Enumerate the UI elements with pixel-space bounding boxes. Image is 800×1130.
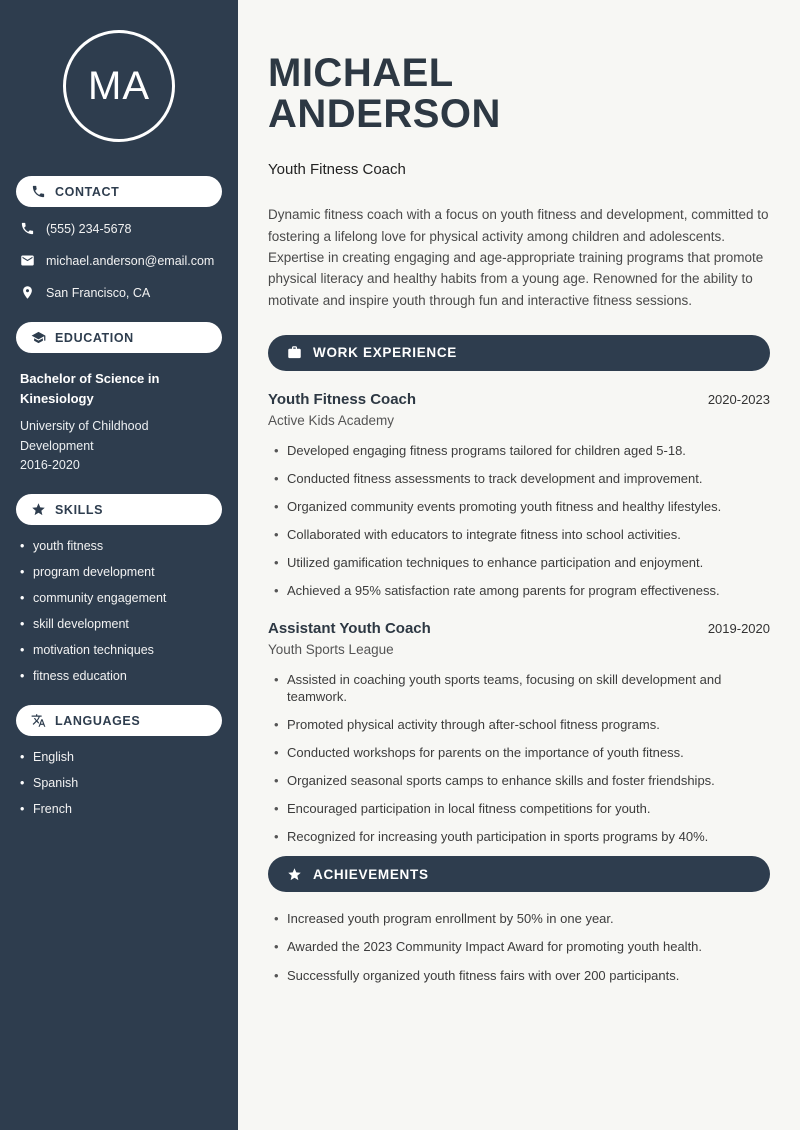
language-item: • English — [20, 750, 218, 764]
job-bullet: • Assisted in coaching youth sports teams, focusing on skill development and teamwork. — [274, 671, 770, 706]
job-bullet: • Utilized gamification techniques to enhance participation and enjoyment. — [274, 554, 770, 572]
achievement-item: • Increased youth program enrollment by 50% in one year. — [274, 910, 770, 928]
briefcase-icon — [287, 345, 302, 360]
graduation-cap-icon — [31, 330, 46, 345]
education-degree: Bachelor of Science in Kinesiology — [20, 371, 160, 407]
job-bullet: • Collaborated with educators to integrate fitness into school activities. — [274, 526, 770, 544]
job-header — [268, 391, 770, 408]
job-bullet: • Promoted physical activity through after-school fitness programs. — [274, 716, 770, 734]
contact-section-header — [16, 176, 222, 207]
contact-section-label: CONTACT — [55, 184, 120, 199]
summary-paragraph: Dynamic fitness coach with a focus on youth fitness and development, committed to fostering a lifelong love for physical activity among children and adolescents. Expertise in creating engaging and age-appropriate training programs that promote physical literacy and healthy habits from a young age. Renowned for the ability to motivate and inspire youth through fun and interactive fitness sessions. — [268, 207, 769, 308]
job-title: Assistant Youth Coach — [268, 619, 431, 637]
location-pin-icon — [20, 285, 35, 300]
resume-main — [238, 0, 800, 1130]
job-company: Active Kids Academy — [268, 412, 395, 428]
skill-item: • community engagement — [20, 591, 218, 605]
job-title: Youth Fitness Coach — [268, 390, 417, 408]
achievements-list — [268, 910, 770, 984]
job-entry — [268, 391, 770, 600]
star-icon — [31, 502, 46, 517]
skills-section-header — [16, 494, 222, 525]
contact-phone-value: (555) 234-5678 — [46, 221, 132, 236]
contact-email-value: michael.anderson@email.com — [46, 253, 215, 268]
job-bullet-list — [268, 671, 770, 846]
job-bullet: • Recognized for increasing youth participation in sports programs by 40%. — [274, 828, 770, 846]
avatar — [63, 30, 175, 142]
sidebar — [0, 0, 238, 1130]
achievement-item: • Successfully organized youth fitness fairs with over 200 participants. — [274, 967, 770, 985]
job-bullet: • Organized seasonal sports camps to enhance skills and foster friendships. — [274, 772, 770, 790]
education-school: University of Childhood Development — [20, 419, 149, 453]
email-icon — [20, 253, 35, 268]
job-bullet: • Organized community events promoting youth fitness and healthy lifestyles. — [274, 498, 770, 516]
job-dates: 2020-2023 — [707, 391, 770, 407]
skills-list — [16, 539, 222, 683]
skill-item: • fitness education — [20, 669, 218, 683]
phone-icon — [31, 184, 46, 199]
contact-location-row — [20, 285, 218, 300]
languages-list — [16, 750, 222, 816]
achievements-banner — [268, 856, 770, 892]
job-bullet: • Developed engaging fitness programs tailored for children aged 5-18. — [274, 442, 770, 460]
language-item: • French — [20, 802, 218, 816]
work-experience-banner — [268, 335, 770, 371]
skill-item: • program development — [20, 565, 218, 579]
star-icon — [287, 867, 302, 882]
candidate-first-name: MICHAEL — [268, 50, 454, 95]
skills-section-label: SKILLS — [55, 502, 104, 517]
avatar-initials: MA — [88, 63, 150, 108]
education-section-label: EDUCATION — [55, 330, 134, 345]
job-bullet: • Encouraged participation in local fitness competitions for youth. — [274, 800, 770, 818]
languages-section-label: LANGUAGES — [55, 713, 141, 728]
job-header — [268, 620, 770, 637]
education-section-header — [16, 322, 222, 353]
skill-item: • motivation techniques — [20, 643, 218, 657]
achievements-label: ACHIEVEMENTS — [313, 866, 429, 882]
job-bullet: • Conducted workshops for parents on the importance of youth fitness. — [274, 744, 770, 762]
achievement-item: • Awarded the 2023 Community Impact Award for promoting youth health. — [274, 938, 770, 956]
language-item: • Spanish — [20, 776, 218, 790]
contact-email-row — [20, 253, 218, 268]
education-entry — [16, 367, 222, 472]
translate-icon — [31, 713, 46, 728]
contact-phone-row — [20, 221, 218, 236]
education-dates: 2016-2020 — [20, 458, 80, 473]
skill-item: • skill development — [20, 617, 218, 631]
candidate-last-name: ANDERSON — [268, 91, 501, 136]
phone-icon — [20, 221, 35, 236]
job-dates: 2019-2020 — [707, 620, 770, 636]
job-entry — [268, 620, 770, 846]
languages-section-header — [16, 705, 222, 736]
candidate-title: Youth Fitness Coach — [268, 161, 406, 179]
work-experience-label: WORK EXPERIENCE — [313, 345, 458, 361]
job-bullet: • Achieved a 95% satisfaction rate among parents for program effectiveness. — [274, 582, 770, 600]
job-bullet: • Conducted fitness assessments to track development and improvement. — [274, 470, 770, 488]
job-bullet-list — [268, 442, 770, 600]
skill-item: • youth fitness — [20, 539, 218, 553]
candidate-name — [268, 50, 770, 136]
contact-location-value: San Francisco, CA — [46, 285, 151, 300]
job-company: Youth Sports League — [268, 641, 394, 657]
